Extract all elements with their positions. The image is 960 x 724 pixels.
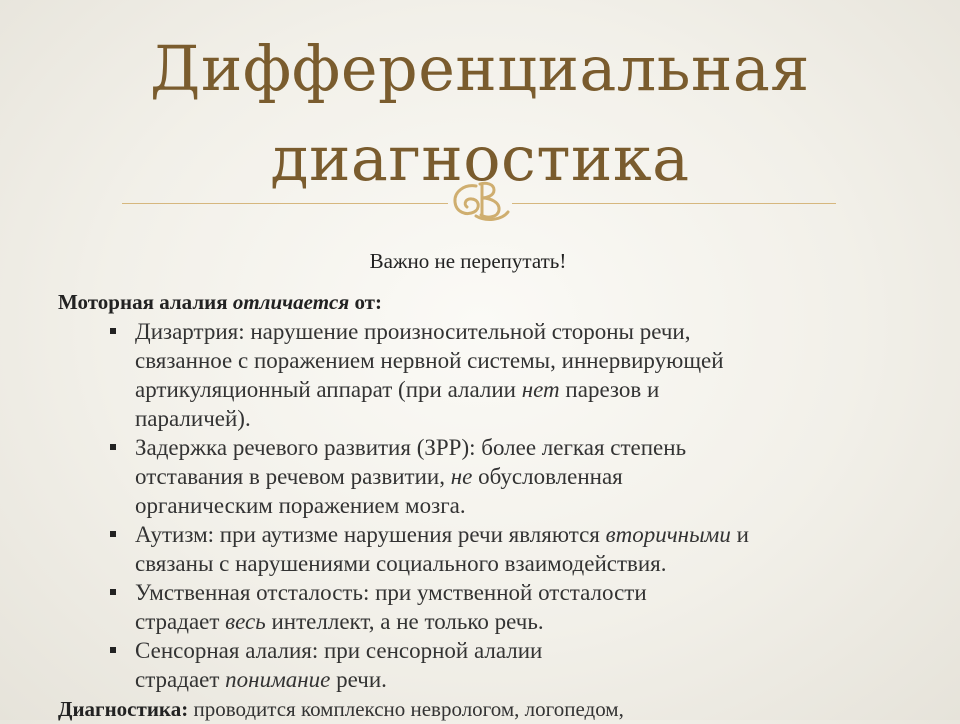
intro-line [58,287,938,317]
list-item-emphasis: весь [225,609,266,634]
list-item-text: речи. [330,667,387,692]
list-item-zrr [135,433,938,520]
list-item-text: страдает [135,609,226,634]
list-item-emphasis: понимание [225,667,331,692]
list-item-text: Умственная отсталость: при умственной отсталости [135,580,647,605]
slide-title-line-2: диагностика [270,122,690,195]
list-item-intellectual-disability [135,578,938,636]
intro-italic: отличается [232,290,350,314]
list-item-text: органическим поражением мозга. [135,493,466,518]
list-item-dysarthria [135,317,938,433]
square-bullet-icon [110,647,116,653]
list-item-emphasis: нет [521,377,560,402]
square-bullet-icon [110,589,116,595]
square-bullet-icon [110,531,116,537]
list-item-text: Сенсорная алалия: при сенсорной алалии [135,638,543,663]
square-bullet-icon [110,328,116,334]
list-item-emphasis: вторичными [605,522,731,547]
list-item-text: связанное с поражением нервной системы, иннервирующей [135,348,724,373]
list-item-text: Аутизм: при аутизме нарушения речи являются [135,522,606,547]
list-item-text: связаны с нарушениями социального взаимодействия. [135,551,667,576]
diagnostics-label: Диагностика: [58,697,189,721]
intro-bold-1: Моторная алалия [58,290,233,314]
list-item-text: артикуляционный аппарат (при алалии [135,377,522,402]
title-divider-left [122,203,448,204]
list-item-autism [135,520,938,578]
differential-list [58,317,938,694]
title-divider-right [512,203,836,204]
list-item-text: обусловленная [472,464,623,489]
intro-bold-2: от: [349,290,382,314]
list-item-text: параличей). [135,406,251,431]
decorative-flourish-icon [446,176,514,224]
list-item-sensory-alalia [135,636,938,694]
slide-subtitle: Важно не перепутать! [369,249,567,273]
list-item-text: отставания в речевом развитии, [135,464,451,489]
list-item-text: Дизартрия: нарушение произносительной стороны речи, [135,319,691,344]
list-item-text: и [730,522,749,547]
list-item-text: страдает [135,667,226,692]
slide-content [58,287,938,724]
list-item-text: интеллект, а не только речь. [265,609,544,634]
list-item-text: Задержка речевого развития (ЗРР): более легкая степень [135,435,687,460]
list-item-text: парезов и [559,377,660,402]
list-item-emphasis: не [450,464,473,489]
diagnostics-text: проводится комплексно неврологом, логопедом, [188,697,624,721]
square-bullet-icon [110,444,116,450]
slide-title-line-1: Дифференциальная [150,32,810,105]
